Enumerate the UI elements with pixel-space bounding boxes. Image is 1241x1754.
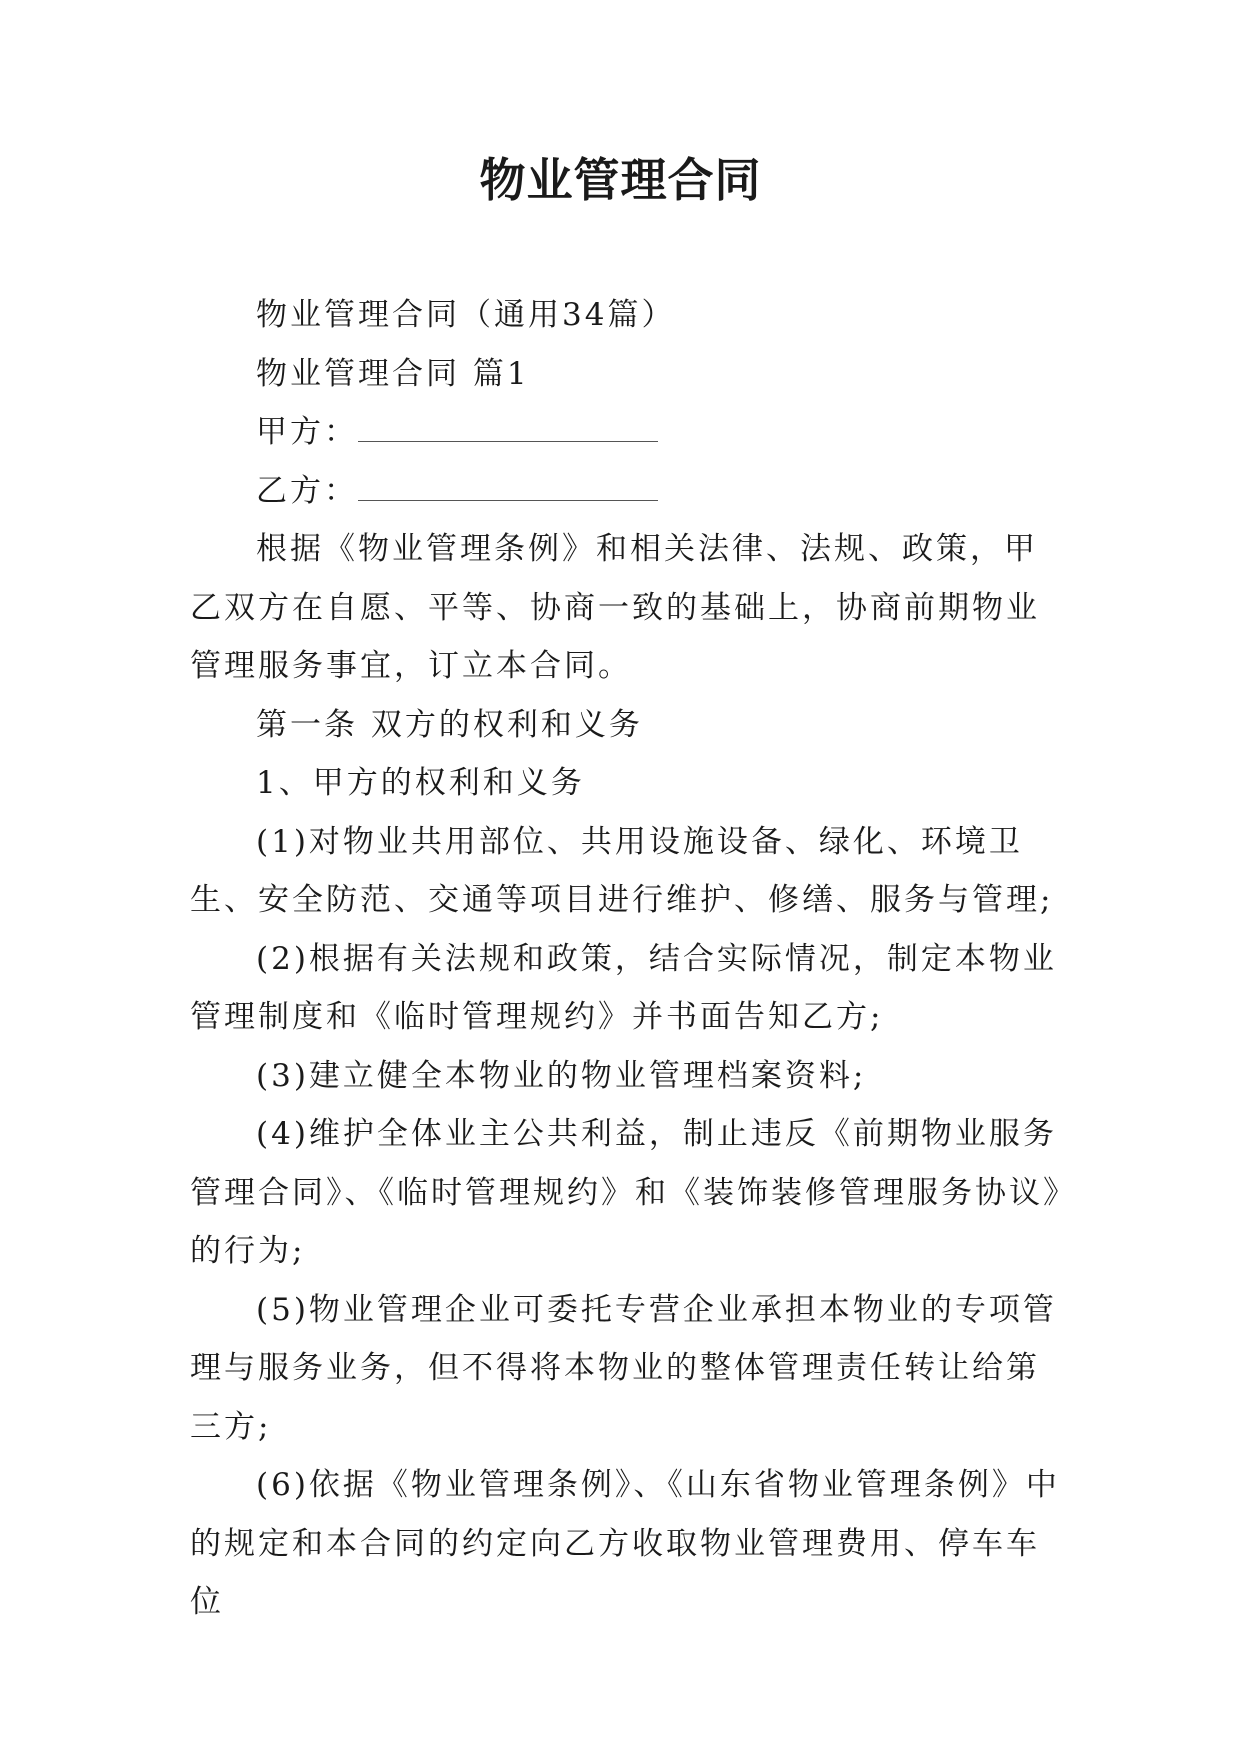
party-b-line xyxy=(190,462,1070,521)
clause-item: (5)物业管理企业可委托专营企业承担本物业的专项管理与服务业务，但不得将本物业的整体管理责任转让给第三方; xyxy=(190,1291,1057,1445)
clause-item: (6)依据《物业管理条例》、《山东省物业管理条例》中的规定和本合同的约定向乙方收取物业管理费用、停车车位 xyxy=(190,1467,1060,1620)
clause-item: (1)对物业共用部位、共用设施设备、绿化、环境卫生、安全防范、交通等项目进行维护、修缮、服务与管理; xyxy=(190,823,1054,918)
document-title: 物业管理合同 xyxy=(479,153,762,207)
clause-item: (2)根据有关法规和政策，结合实际情况，制定本物业管理制度和《临时管理规约》并书面告知乙方; xyxy=(190,940,1057,1035)
article-1-heading: 第一条 双方的权利和义务 xyxy=(256,706,643,743)
party-a-blank xyxy=(358,417,658,442)
party-b-label: 乙方： xyxy=(256,472,358,509)
party-a-line xyxy=(190,403,1070,462)
intro-paragraph: 根据《物业管理条例》和相关法律、法规、政策，甲乙双方在自愿、平等、协商一致的基础上，协商前期物业管理服务事宜，订立本合同。 xyxy=(190,531,1040,684)
document-body xyxy=(190,286,1070,1632)
document-subtitle: 物业管理合同（通用34篇） xyxy=(256,297,676,333)
clause-item: (3)建立健全本物业的物业管理档案资料; xyxy=(256,1057,867,1094)
party-b-blank xyxy=(358,476,658,501)
section-heading: 物业管理合同 篇1 xyxy=(256,355,530,392)
clause-item: (4)维护全体业主公共利益，制止违反《前期物业服务管理合同》、《临时管理规约》和《装饰装修管理服务协议》的行为; xyxy=(190,1116,1062,1269)
clause-1-heading: 1、甲方的权利和义务 xyxy=(256,765,585,801)
party-a-label: 甲方： xyxy=(256,414,358,450)
